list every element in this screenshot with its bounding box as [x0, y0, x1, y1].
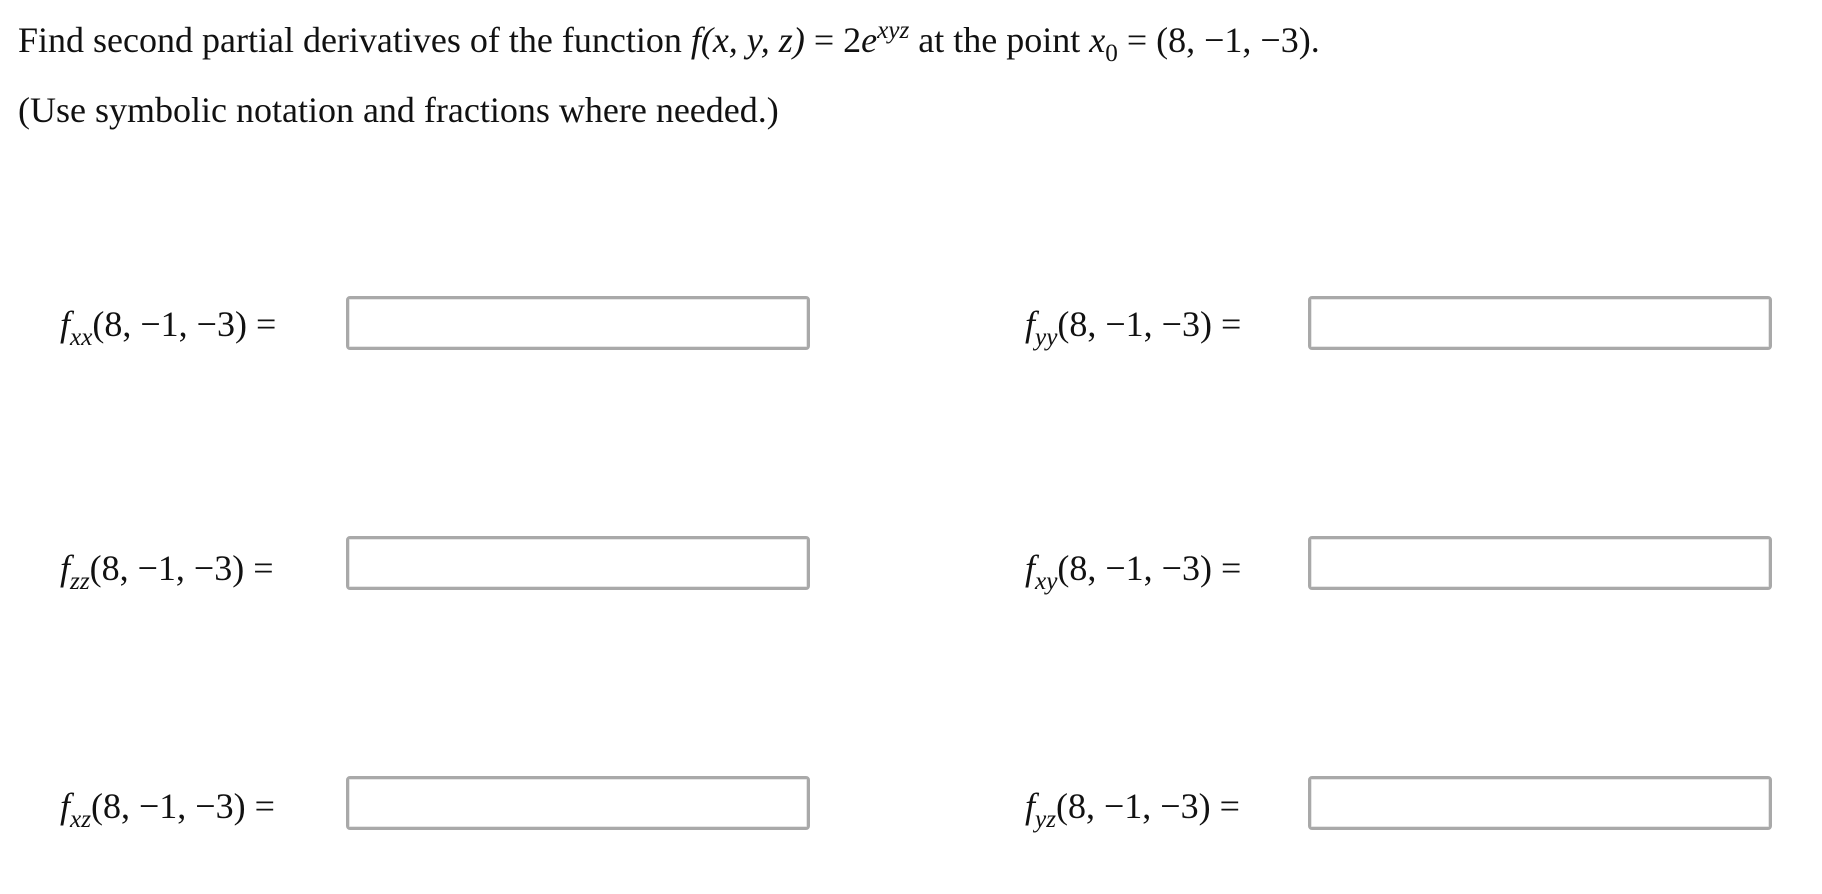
exponential-base: e	[861, 20, 878, 60]
fxy-answer-input[interactable]	[1308, 536, 1772, 590]
fyy-answer-input[interactable]	[1308, 296, 1772, 350]
fyz-label: $f_{yz}(8$, −1, −3) =	[1025, 786, 1240, 833]
fxz-label: $f_{xz}(8$, −1, −3) =	[60, 786, 275, 833]
fyy-label: $f_{yy}(8$, −1, −3) =	[1025, 304, 1242, 351]
exponent: xyz	[877, 17, 910, 45]
question-text	[18, 17, 1320, 67]
fzz-label: $f_{zz}(8$, −1, −3) =	[60, 548, 274, 595]
fyz-answer-input[interactable]	[1308, 776, 1772, 830]
function-name: f	[690, 20, 701, 60]
question-prefix: Find second partial derivatives of the function	[18, 20, 691, 60]
fxx-label: $f_{xx}(8$, −1, −3) =	[60, 304, 277, 351]
function-args: (x, y, z)	[700, 20, 805, 60]
fzz-answer-input[interactable]	[346, 536, 810, 590]
fxx-answer-input[interactable]	[346, 296, 810, 350]
point-value: = (8, −1, −3).	[1117, 20, 1320, 60]
point-variable: x	[1089, 20, 1106, 60]
fxz-answer-input[interactable]	[346, 776, 810, 830]
point-subscript: 0	[1105, 39, 1118, 67]
function-equals: = 2	[804, 20, 862, 60]
fxy-label: $f_{xy}(8$, −1, −3) =	[1025, 548, 1242, 595]
question-middle: at the point	[909, 20, 1090, 60]
instruction-text: (Use symbolic notation and fractions where needed.)	[18, 90, 779, 130]
